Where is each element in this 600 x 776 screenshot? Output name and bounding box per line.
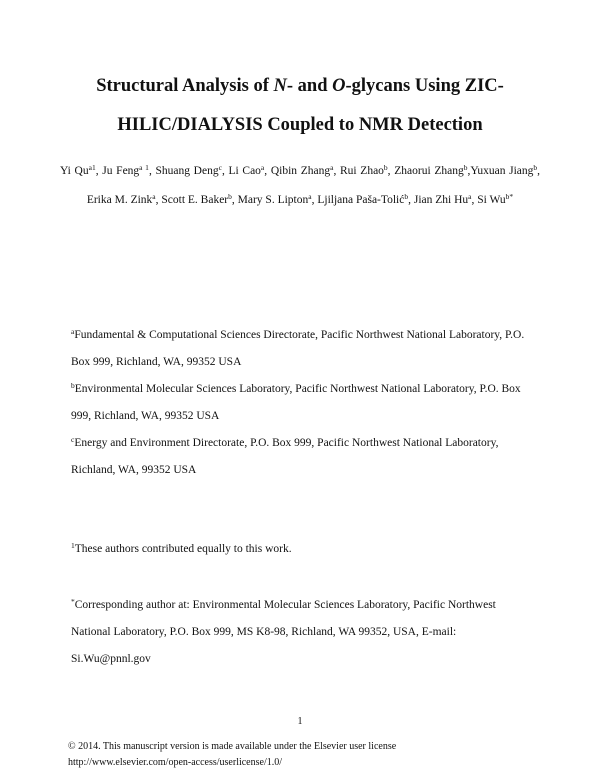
author xyxy=(161,194,237,206)
author-affiliation-marker: a1 xyxy=(88,163,96,172)
title-text: - and xyxy=(286,76,333,96)
author-affiliation-marker: a xyxy=(152,192,156,201)
affiliation-a xyxy=(71,322,531,376)
author-name: Scott E. Baker xyxy=(161,194,229,206)
title-line-2: HILIC/DIALYSIS Coupled to NMR Detection xyxy=(117,115,483,135)
author-name: Ljiljana Paša-Tolić xyxy=(317,194,405,206)
affiliations xyxy=(71,322,531,484)
author-affiliation-marker: b xyxy=(404,192,409,201)
author-separator: , xyxy=(311,194,318,206)
footnote-marker: 1 xyxy=(71,541,75,550)
author-name: Rui Zhao xyxy=(340,165,384,177)
author-name: Yi Qu xyxy=(60,165,89,177)
affiliation-c xyxy=(71,430,531,484)
affiliation-marker: a xyxy=(71,327,75,336)
license-footer xyxy=(68,739,396,771)
author-name: Shuang Deng xyxy=(155,165,219,177)
author-affiliation-marker: a xyxy=(260,163,265,172)
author-separator: , xyxy=(155,194,162,206)
author xyxy=(229,165,271,177)
license-text: © 2014. This manuscript version is made available under the Elsevier user license xyxy=(68,741,397,752)
author-affiliation-marker: c xyxy=(218,163,222,172)
author-name: Yuxuan Jiang xyxy=(470,165,534,177)
author-separator: , xyxy=(333,165,340,177)
title-italic-o: O xyxy=(332,76,346,96)
author xyxy=(87,194,162,206)
author-affiliation-marker: b* xyxy=(505,192,514,201)
author-name: Qibin Zhang xyxy=(270,165,331,177)
author-separator: , xyxy=(471,194,478,206)
footnote-text: Corresponding author at: Environmental Molecular Sciences Laboratory, Pacific Northwest National Laboratory, P.O. Box 999, MS K8-98, Richland, WA 99352, USA, E-mail: Si.Wu@pnnl.gov xyxy=(71,599,496,665)
author-separator: , xyxy=(221,165,229,177)
author-name: Zhaorui Zhang xyxy=(394,165,464,177)
affiliation-text: Fundamental & Computational Sciences Directorate, Pacific Northwest National Laboratory, P.O. Box 999, Richland, WA, 99352 USA xyxy=(71,329,525,368)
author-affiliation-marker: b xyxy=(228,192,232,201)
author-name: Li Cao xyxy=(228,165,261,177)
author-separator: , xyxy=(95,165,103,177)
author-affiliation-marker: b xyxy=(383,163,388,172)
author-affiliation-marker: a xyxy=(308,192,312,201)
author-separator: , xyxy=(264,165,271,177)
author-affiliation-marker: a xyxy=(468,192,472,201)
author-separator: , xyxy=(387,165,395,177)
author xyxy=(271,165,340,177)
author xyxy=(340,165,394,177)
author xyxy=(102,165,155,177)
corresponding-author-note xyxy=(71,592,531,673)
author xyxy=(60,165,102,177)
author-separator: , xyxy=(148,165,156,177)
author-affiliation-marker: b xyxy=(463,163,468,172)
author xyxy=(317,194,414,206)
footnote-text: These authors contributed equally to this work. xyxy=(74,543,292,555)
equal-contribution-note xyxy=(71,536,531,563)
author xyxy=(477,194,513,206)
author xyxy=(414,194,477,206)
title-text: -glycans Using ZIC- xyxy=(345,76,504,96)
author-affiliation-marker: b xyxy=(533,163,538,172)
affiliation-marker: b xyxy=(71,381,75,390)
title-italic-n: N xyxy=(273,76,287,96)
affiliation-marker: c xyxy=(71,435,75,444)
affiliation-text: Environmental Molecular Sciences Laboratory, Pacific Northwest National Laboratory, P.O. Box 999, Richland, WA, 99352 USA xyxy=(71,383,521,422)
page-number: 1 xyxy=(297,716,303,727)
author-separator: , xyxy=(408,194,414,206)
author-separator: , xyxy=(467,165,471,177)
author xyxy=(470,165,540,177)
author xyxy=(238,194,318,206)
license-url[interactable]: http://www.elsevier.com/open-access/userlicense/1.0/ xyxy=(68,757,283,768)
author-name: Jian Zhi Hu xyxy=(413,194,469,206)
author-list xyxy=(60,157,540,215)
author-separator: , xyxy=(231,194,238,206)
author-separator: , xyxy=(537,165,541,177)
affiliation-text: Energy and Environment Directorate, P.O. Box 999, Pacific Northwest National Laboratory, Richland, WA, 99352 USA xyxy=(71,437,499,476)
title-line-1 xyxy=(0,76,600,97)
author xyxy=(156,165,229,177)
title-text: Structural Analysis of xyxy=(96,76,274,96)
author-name: Si Wu xyxy=(477,194,506,206)
author-name: Mary S. Lipton xyxy=(237,194,309,206)
author-name: Erika M. Zink xyxy=(86,194,153,206)
author-affiliation-marker: a xyxy=(330,163,334,172)
affiliation-b xyxy=(71,376,531,430)
author-name: Ju Feng xyxy=(102,165,140,177)
author xyxy=(394,165,470,177)
footnote-marker: * xyxy=(71,597,75,606)
author-affiliation-marker: a 1 xyxy=(139,163,149,172)
